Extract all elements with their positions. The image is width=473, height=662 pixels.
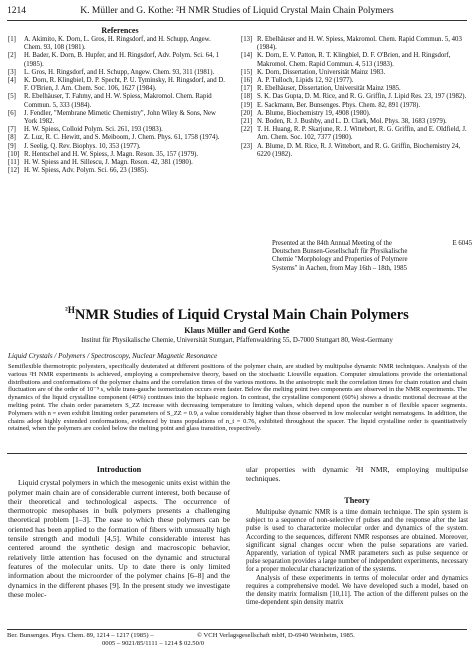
reference-text: E. Sackmann, Ber. Bunsenges. Phys. Chem. 82, 891 (1978). [257,101,421,109]
reference-text: K. Dorn, Dissertation, Universität Mainz 1983. [257,68,386,76]
reference-item [241,69,467,77]
reference-text: R. Ebelhäuser, Dissertation, Universität Mainz 1985. [257,85,401,93]
references-title: References [101,26,139,35]
footer-copyright: © VCH Verlagsgesellschaft mbH, D-6940 Weinheim, 1985. [197,632,355,639]
reference-item [8,143,230,151]
reference-text: R. Ebelhäuser, T. Fahmy, and H. W. Spiess, Makromol. Chem. Rapid Commun. 5, 333 (1984). [24,93,212,109]
reference-text: Z. Luz, R. C. Hewitt, and S. Meiboom, J. Chem. Phys. 61, 1758 (1974). [24,134,220,142]
article-title-text: NMR Studies of Liquid Crystal Main Chain Polymers [74,306,409,323]
reference-item [241,85,467,93]
reference-item [8,36,230,52]
reference-item [8,151,230,159]
reference-text: H. W. Spiess, Adv. Polym. Sci. 66, 23 (1985). [24,167,149,175]
abstract: Semiflexible thermotropic polyesters, specifically deuterated at different positions of the polymer chain, are studied by multipulse dynamic NMR techniques. Analysis of the various ²H NMR experiments is achieved, employing a comprehensive theory, based on the stochastic Liouville equation. Computer simulations provide the orientational distributions and conformations of the polymer chains and the correlation times of the various motions. In the anisotropic melt the correlation times for chain rotation and chain fluctuation are of the order of 10⁻⁹ s, while trans-gauche isomerization occurs even faster. Below the melting point two components are observed in the NMR experiments. The dynamics of the liquid crystalline component (40%) continues into the biphasic region. In contrast, the crystalline component (60%) shows a drastic motional decrease at the melting point. The chain order parameters S_ZZ increase with decreasing temperature to limiting values, which depend upon the number n of flexible spacer segments. Polymers with n = even exhibit limiting order parameters of S_ZZ = 0.9, a value considerably higher than those observed in low molecular weight nematogens. In addition, the chains adopt highly extended conformations, evidenced by trans populations of n_t = 0.76, exhibited throughout the spacer. The liquid crystalline order is quantitatively retained, when the polymers are cooled below the melting point and glass transition, respectively. [8,363,467,433]
theory-paragraph: Multipulse dynamic NMR is a time domain technique. The spin system is subject to a sequence of non-selective rf pulses and the response after the last pulse is used to characterize molecular order and dynamics of the system. According to the sequences, different NMR responses are obtained. Moreover, significant signal changes occur when the pulse separations are varied. Apparently, variation of typical NMR parameters such as pulse sequence or pulse separation provides a large number of independent experiments, necessary for a proper molecular characterization of the systems. [246,508,468,574]
reference-item [8,159,230,167]
reference-number: [21] [241,118,253,126]
reference-number: [2] [8,52,16,60]
reference-number: [9] [8,142,16,150]
presented-note [272,240,472,273]
references-left-column [8,36,230,175]
reference-text: H. W. Spiess and H. Sillescu, J. Magn. Reson. 42, 381 (1980). [24,159,193,167]
keywords: Liquid Crystals / Polymers / Spectroscopy, Nuclear Magnetic Resonance [8,352,218,360]
reference-item [241,118,467,126]
running-head: K. Müller and G. Kothe: ²H NMR Studies of Liquid Crystal Main Chain Polymers [80,6,394,16]
reference-number: [19] [241,101,253,109]
reference-item [241,52,467,68]
reference-text: A. Akimito, K. Dorn, L. Gros, H. Ringsdorf, and H. Schupp, Angew. Chem. 93, 108 (1981). [24,36,211,52]
introduction-heading: Introduction [96,465,142,474]
reference-text: A. Blume, D. M. Rice, R. J. Wittebort, and R. G. Griffin, Biochemistry 24, 6220 (1982). [257,142,461,158]
reference-item [8,52,230,68]
references-right-column [241,36,467,159]
reference-number: [13] [241,36,253,43]
reference-text: H. Bader, K. Dorn, B. Hupfer, and H. Ringsdorf, Adv. Polym. Sci. 64, 1 (1985). [24,52,220,68]
reference-item [241,110,467,118]
reference-item [8,126,230,134]
reference-number: [23] [241,142,253,150]
reference-item [8,93,230,109]
reference-item [8,134,230,142]
reference-item [241,77,467,85]
reference-number: [15] [241,68,253,76]
reference-item [241,36,467,52]
reference-number: [14] [241,52,253,60]
reference-item [8,167,230,175]
right-body-column [246,465,468,607]
reference-text: K. Dorn, E. V. Patton, R. T. Klingbiel, D. F. O'Brien, and H. Ringsdorf, Makromol. Chem. Rapid Commun. 4, 513 (1983). [257,52,451,68]
reference-text: T. H. Huang, R. P. Skarjune, R. J. Wittebort, R. G. Griffin, and E. Oldfield, J. Am. Chem. Soc. 102, 7377 (1980). [257,126,467,142]
footer-code: 0005 – 9021/85/1111 – 1214 $ 02.50/0 [102,640,205,648]
reference-number: [8] [8,134,16,142]
footer [7,629,467,649]
presented-code: E 6045 [452,240,472,247]
section-divider [7,453,467,454]
reference-text: R. Hentschel and H. W. Spiess, J. Magn. Reson. 35, 157 (1979). [24,150,199,158]
reference-text: J. Fendler, "Membrane Mimetic Chemistry", John Wiley & Sons, New York 1982. [24,109,216,126]
reference-number: [6] [8,109,16,117]
introduction-continuation: ular properties with dynamic ²H NMR, employing multipulse techniques. [246,465,468,484]
reference-text: J. Seelig, Q. Rev. Biophys. 10, 353 (1977). [24,142,141,150]
institution: Institut für Physikalische Chemie, Universität Stuttgart, Pfaffenwaldring 55, D-7000 Stuttgart 80, West-Germany [81,337,393,344]
theory-heading: Theory [344,495,370,505]
reference-number: [7] [8,126,16,134]
reference-item [241,126,467,142]
reference-item [241,143,467,159]
reference-number: [3] [8,68,16,76]
footer-citation: Ber. Bunsenges. Phys. Chem. 89, 1214 – 1217 (1985) – [7,632,154,639]
reference-text: K. Dorn, R. Klingbiel, D. P. Specht, P. U. Tyminsky, H. Ringsdorf, and D. F. O'Brien, J. Am. Chem. Soc. 106, 1627 (1984). [24,77,225,93]
left-body-column [8,465,230,599]
reference-number: [1] [8,36,16,43]
reference-item [8,110,230,126]
reference-number: [18] [241,93,253,101]
running-header [7,6,467,21]
reference-text: N. Boden, R. J. Bushby, and L. D. Clark, Mol. Phys. 38, 1683 (1979). [257,118,447,126]
introduction-paragraph: Liquid crystal polymers in which the mesogenic units exist within the polymer main chain are of considerable current interest, both because of their theoretical and technological aspects. The occurrence of thermotropic mesophases in bulk polymers presents a challenging theoretical problem [1–3]. The ease to which these polymers can be oriented has been applied to the formation of fibers with unusually high tensile strength and moduli [4,5]. While considerable interest has centered around the synthetic design and macroscopic behavior, relatively little attention has focused on the dynamic and structural features of the molecular units. Up to date there is only limited information about the microorder of the polymer chains [6–8] and the dynamics in the different phases [9]. In the present study we investigate these molec- [8,478,230,599]
authors: Klaus Müller and Gerd Kothe [184,326,290,335]
reference-number: [12] [8,167,20,175]
isotope-superscript: ²H [65,305,75,315]
reference-item [8,69,230,77]
article-title [7,305,467,324]
reference-text: A. P. Tulloch, Lipids 12, 92 (1977). [257,77,354,85]
reference-item [241,102,467,110]
page-number: 1214 [7,6,26,16]
reference-text: H. W. Spiess, Colloid Polym. Sci. 261, 193 (1983). [24,126,163,134]
reference-number: [17] [241,85,253,93]
reference-number: [16] [241,77,253,85]
presented-text: Presented at the 84th Annual Meeting of the Deutschen Bunsen-Gesellschaft für Physikalische Chemie "Morphology and Properties of Polymere Systems" in Aachen, from May 16th – 18th, 1985 [272,240,408,272]
reference-item [8,77,230,93]
reference-number: [5] [8,93,16,101]
reference-number: [22] [241,126,253,134]
reference-text: A. Blume, Biochemistry 19, 4908 (1980). [257,109,371,117]
reference-number: [20] [241,109,253,117]
reference-number: [11] [8,159,20,167]
reference-text: L. Gros, H. Ringsdorf, and H. Schupp, Angew. Chem. 93, 311 (1981). [24,68,215,76]
reference-number: [4] [8,77,16,85]
reference-item [241,93,467,101]
reference-text: R. Ebelhäuser and H. W. Spiess, Makromol. Chem. Rapid Commun. 5, 403 (1984). [257,36,462,52]
theory-text [246,509,468,607]
reference-number: [10] [8,150,20,158]
theory-paragraph: Analysis of these experiments in terms of molecular order and dynamics requires a comprehensive model. We have developed such a model, based on the density matrix formalism [10,11]. The action of the different pulses on the time-dependent spin density matrix [246,574,468,607]
reference-text: S. K. Das Gupta, D. M. Rice, and R. G. Griffin, J. Lipid Res. 23, 197 (1982). [257,93,467,101]
